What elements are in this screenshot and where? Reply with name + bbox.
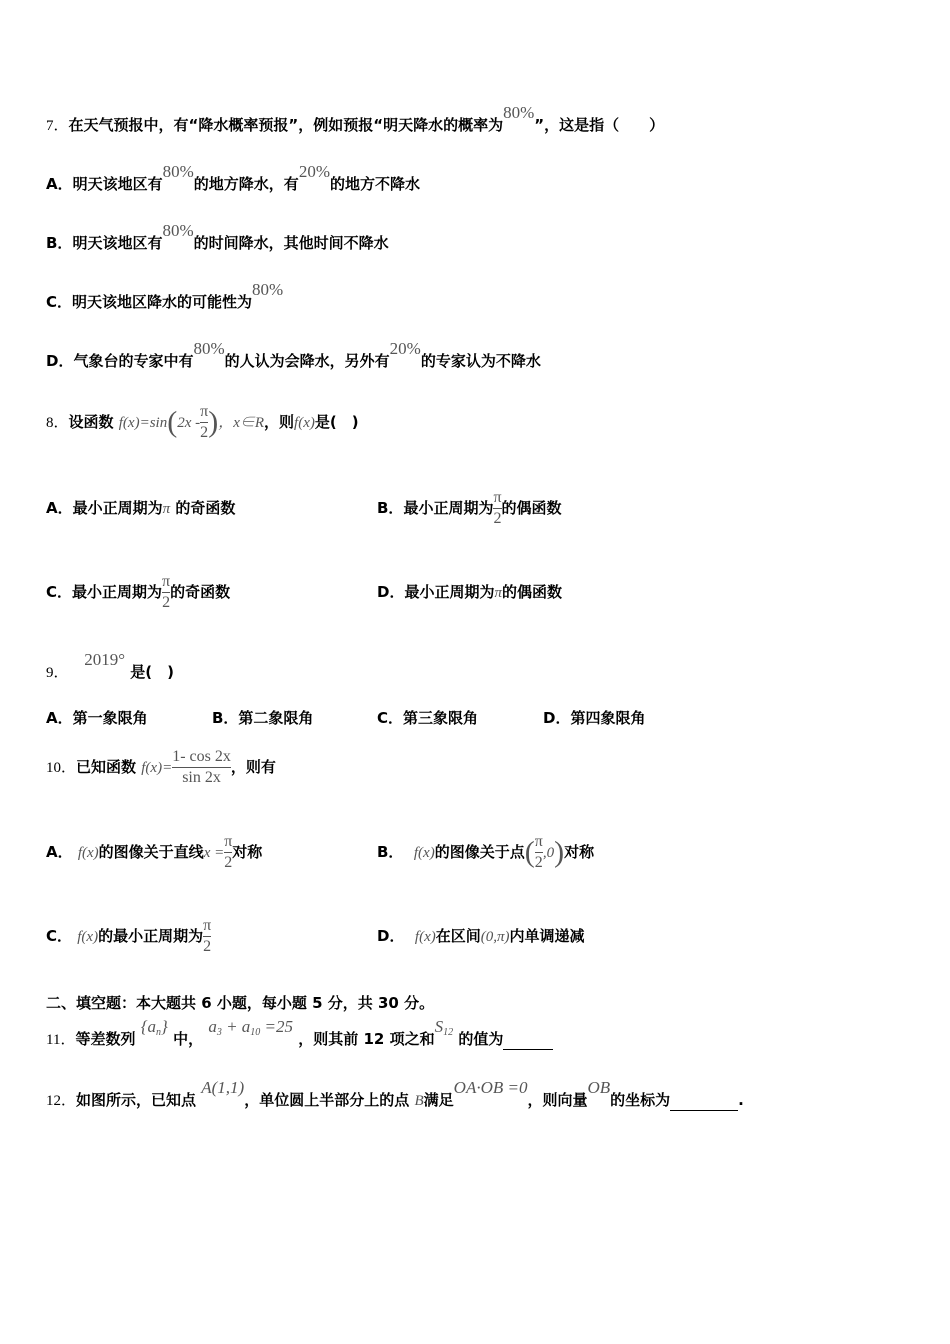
q8-stem: 8．设函数 f(x)=sin(2x - $\frac{\pi}{2}$ )，x∈R，则f(x)是( )	[46, 403, 359, 441]
q8-option-c[interactable]: C．最小正周期为 $\frac{\pi}{2}$ 的奇函数	[46, 573, 231, 611]
q10-option-a[interactable]: A． f(x)的图像关于直线x = $\frac{\pi}{2}$ 对称	[46, 833, 263, 871]
function-formula: f(x)=	[141, 760, 173, 776]
pct-formula: 80%	[503, 103, 535, 122]
fraction: $\frac{\pi}{2}$	[534, 833, 543, 871]
q8-number: 8．	[46, 415, 69, 431]
q7-option-b[interactable]: B．明天该地区有80%的时间降水，其他时间不降水	[46, 221, 389, 252]
q7-number: 7．	[46, 118, 69, 134]
fraction: $\frac{\pi}{2}$	[162, 573, 171, 611]
q9-option-b[interactable]: B．第二象限角	[212, 709, 314, 727]
angle-formula: 2019°	[84, 650, 125, 669]
q11-number: 11．	[46, 1032, 76, 1048]
fraction: $\frac{\pi}{2}$	[493, 489, 502, 527]
q9-option-c[interactable]: C．第三象限角	[377, 709, 479, 727]
fraction: $\frac{\pi}{2}$	[203, 917, 212, 955]
q10-number: 10．	[46, 760, 77, 776]
q10-option-c[interactable]: C． f(x)的最小正周期为 $\frac{\pi}{2}$	[46, 917, 212, 955]
q7-option-a[interactable]: A．明天该地区有80%的地方降水，有20%的地方不降水	[46, 162, 420, 193]
q10-option-b[interactable]: B． f(x)的图像关于点( $\frac{\pi}{2}$ ,0)对称	[377, 833, 595, 871]
q9-option-d[interactable]: D．第四象限角	[543, 709, 646, 727]
q11-stem: 11．等差数列 $\{a_n\}$ 中， $a_3 + a_{10} =25$ ，则其前 12 项之和$S_{12}$ 的值为	[46, 1029, 553, 1055]
q9-stem: 9． 2019° 是( )	[46, 650, 174, 681]
q9-option-a[interactable]: A．第一象限角	[46, 709, 148, 727]
fraction: $\frac{1- \cos 2x}{\sin 2x}$	[172, 748, 231, 786]
q12-stem: 12．如图所示，已知点 A(1,1)，单位圆上半部分上的点 B满足OA·OB =0，则向量OB的坐标为 .	[46, 1078, 744, 1109]
function-formula: f(x)=sin	[118, 415, 168, 431]
q12-number: 12．	[46, 1093, 77, 1109]
sequence-formula: $\{a_n\}$	[140, 1017, 168, 1038]
q8-option-a[interactable]: A．最小正周期为π 的奇函数	[46, 499, 236, 517]
q7-option-d[interactable]: D．气象台的专家中有80%的人认为会降水，另外有20%的专家认为不降水	[46, 339, 541, 370]
q10-stem: 10．已知函数 f(x)= $\frac{1- \cos 2x}{\sin 2x}$ ，则有	[46, 748, 276, 786]
section-title: 二、填空题：本大题共 6 小题，每小题 5 分，共 30 分。	[46, 994, 435, 1012]
fraction: $\frac{\pi}{2}$	[224, 833, 233, 871]
q8-option-d[interactable]: D．最小正周期为π的偶函数	[377, 583, 562, 601]
q8-option-b[interactable]: B．最小正周期为 $\frac{\pi}{2}$ 的偶函数	[377, 489, 562, 527]
dot-product-formula: OA·OB =0	[453, 1078, 528, 1097]
fraction: $\frac{\pi}{2}$	[200, 403, 209, 441]
sum-formula: $a_3 + a_{10} =25$	[208, 1017, 294, 1038]
q7-option-c[interactable]: C．明天该地区降水的可能性为80%	[46, 280, 284, 311]
answer-blank[interactable]	[670, 1090, 738, 1111]
q9-number: 9．	[46, 665, 69, 681]
q10-option-d[interactable]: D． f(x)在区间(0,π)内单调递减	[377, 927, 585, 945]
point-formula: A(1,1)	[201, 1078, 245, 1097]
q7-stem: 7．在天气预报中，有“降水概率预报”，例如预报“明天降水的概率为80%”，这是指（ ）	[46, 103, 665, 134]
answer-blank[interactable]	[503, 1029, 553, 1050]
